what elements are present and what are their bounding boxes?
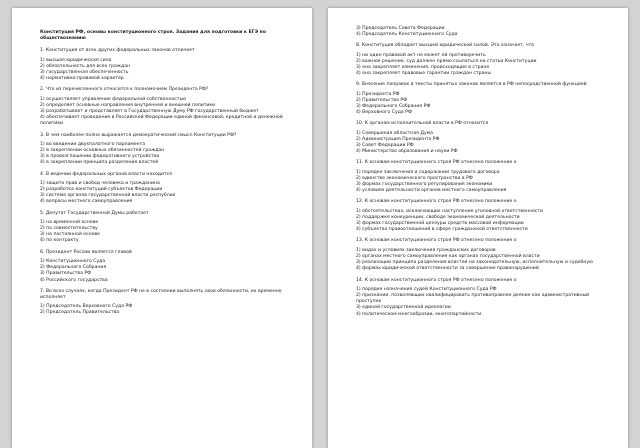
answer-option: 2) признании, позволяющих квалифицировать противоправное деяние как административный проступок bbox=[356, 292, 590, 305]
answer-option: 3) она закрепляет изменения, происходящие в стране bbox=[356, 65, 490, 71]
question-block bbox=[356, 121, 612, 155]
answer-option: 3) в провозглашении федеративного устройства bbox=[40, 154, 160, 160]
question-text: 10. К органам исполнительной власти в РФ относится bbox=[356, 121, 489, 127]
answer-option: 1) порядке заключения и содержании трудового договора bbox=[356, 169, 500, 175]
question-text: 4. В ведении федеральных органов власти находится bbox=[40, 171, 172, 177]
question-text: 2. Что из перечисленного относится к полномочиям Президента РФ? bbox=[40, 87, 209, 93]
question-text: 1. Конституция от всех других федеральных законов отличает bbox=[40, 48, 195, 54]
question-text: 8. Конституция обладает высшей юридической силой. Это означает, что bbox=[356, 43, 535, 49]
answer-option: 1) осуществляет управление федеральной собственностью bbox=[40, 96, 187, 102]
answer-option: 2) Председатель Правительства bbox=[40, 310, 120, 316]
answer-option: 4) Верховного Суда РФ bbox=[356, 110, 412, 116]
page-content bbox=[12, 8, 312, 317]
question-block bbox=[40, 133, 296, 167]
answer-option: 1) Председатель Верховного Суда РФ bbox=[40, 304, 133, 310]
question-text: 6. Президент России является главой bbox=[40, 249, 132, 255]
answer-option: 4) Председатель Конституционного Суда bbox=[356, 32, 458, 38]
answer-option: 1) Конституционного Суда bbox=[40, 258, 106, 264]
answer-option: 4) в закреплении принципа разделения властей bbox=[40, 160, 159, 166]
answer-option: 4) формах юридической ответственности за совершение правонарушений bbox=[356, 266, 539, 272]
answer-option: 3) Совет Федерации РФ bbox=[356, 143, 414, 149]
question-text: 3. В чем наиболее полно выражается демократический смысл Конституции РФ? bbox=[40, 132, 237, 138]
question-block bbox=[356, 278, 612, 318]
question-text: 9. Внесение поправок в тексты принятых законов является в РФ непосредственной функцией bbox=[356, 82, 587, 88]
answer-option: 4) вопросы местного самоуправления bbox=[40, 199, 133, 205]
page-content bbox=[328, 8, 628, 318]
question-block bbox=[40, 211, 296, 245]
continued-options bbox=[356, 26, 612, 38]
answer-option: 2) разработка конституций субъектов Федерации bbox=[40, 187, 163, 193]
answer-option: 3) реализации принципа разделения властей на законодательную, исполнительную и судебную bbox=[356, 260, 593, 266]
answer-option: 3) система органов государственной власти республик bbox=[40, 193, 176, 199]
answer-option: 1) порядке назначения судей Конституционного Суда РФ bbox=[356, 286, 497, 292]
question-block bbox=[40, 250, 296, 284]
question-block bbox=[40, 87, 296, 127]
answer-option: 2) Администрация Президента РФ bbox=[356, 136, 440, 142]
answer-option: 2) поддержке конкуренции, свободе экономической деятельности bbox=[356, 214, 520, 220]
answer-option: 3) единой государственной идеологии bbox=[356, 305, 451, 311]
answer-option: 3) Правительства РФ bbox=[40, 271, 92, 277]
answer-option: 1) видах и условиях заключения гражданских договоров bbox=[356, 247, 496, 253]
question-text: 13. К основам конституционного строя РФ отнесено положение о bbox=[356, 238, 517, 244]
question-text: 7. Во всех случаях, когда Президент РФ не в состоянии выполнять свои обязанности, их временно исполняет bbox=[40, 288, 282, 300]
answer-option: 1) во введении двухпалатного парламента bbox=[40, 141, 146, 147]
answer-option: 2) обязательность для всех граждан bbox=[40, 63, 131, 69]
question-text: 14. К основам конституционного строя РФ отнесено положение о bbox=[356, 277, 517, 283]
answer-option: 4) по контракту bbox=[40, 238, 79, 244]
question-text: 11. К основам конституционного строя РФ отнесено положение о bbox=[356, 160, 517, 166]
answer-option: 4) обеспечивает проведение в Российской Федерации единой финансовой, кредитной и денежной политики bbox=[40, 115, 283, 127]
answer-option: 2) органах местного самоуправления как органах государственной власти bbox=[356, 253, 540, 259]
question-text: 12. К основам конституционного строя РФ отнесено положение о bbox=[356, 199, 517, 205]
answer-option: 2) единстве экономического пространства в РФ bbox=[356, 175, 473, 181]
document-title: Конституция РФ, основы конституционного строя. Задания для подготовки к ЕГЭ по обществознанию bbox=[40, 30, 267, 42]
answer-option: 4) нормативно-правовой характер bbox=[40, 76, 124, 82]
answer-option: 4) политическом многообразии, многопартийности bbox=[356, 311, 482, 317]
question-block bbox=[356, 82, 612, 116]
answer-option: 1) ни один правовой акт не может ей противоречить bbox=[356, 52, 486, 58]
answer-option: 1) Совершеная областная Дума bbox=[356, 130, 433, 136]
question-block bbox=[356, 43, 612, 77]
answer-option: 2) важное решение, суд должен прямо ссылаться на статьи Конституции bbox=[356, 58, 537, 64]
answer-option: 2) по совместительству bbox=[40, 226, 98, 232]
answer-option: 1) на временной основе bbox=[40, 219, 99, 225]
answer-option: 3) Федерального Собрания РФ bbox=[356, 104, 431, 110]
answer-option: 1) высшая юридическая сила bbox=[40, 57, 112, 63]
answer-option: 3) формах государственного регулирования экономики bbox=[356, 182, 493, 188]
answer-option: 4) условиях деятельности органов местного самоуправления bbox=[356, 188, 507, 194]
document-page-left bbox=[12, 8, 312, 448]
answer-option: 3) формах государственной цензуры средств массовой информации bbox=[356, 221, 524, 227]
answer-option: 2) определяет основные направления внутренней и внешней политики bbox=[40, 102, 216, 108]
question-block bbox=[356, 160, 612, 194]
answer-option: 1) обстоятельствах, исключающих наступление уголовной ответственности bbox=[356, 208, 543, 214]
answer-option: 4) Российского государства bbox=[40, 277, 108, 283]
answer-option: 3) на постоянной основе bbox=[40, 232, 100, 238]
answer-option: 4) она закрепляет правовые гарантии граждан страны bbox=[356, 71, 491, 77]
question-text: 5. Депутат Государственной Думы работает bbox=[40, 210, 149, 216]
answer-option: 3) государственная обеспеченность bbox=[40, 70, 129, 76]
answer-option: 2) Федерального Собрания bbox=[40, 265, 107, 271]
question-block bbox=[40, 48, 296, 82]
question-block bbox=[40, 172, 296, 206]
answer-option: 4) Министерство образования и науки РФ bbox=[356, 149, 458, 155]
answer-option: 3) Председатель Совета Федерации bbox=[356, 26, 445, 31]
answer-option: 1) защита прав и свобод человека и гражданина bbox=[40, 180, 160, 186]
question-block bbox=[40, 289, 296, 317]
answer-option: 2) в закреплении основных обязанностей граждан bbox=[40, 148, 165, 154]
answer-option: 3) разрабатывает и представляет в Государственную Думу РФ государственный бюджет bbox=[40, 109, 259, 115]
question-block bbox=[356, 199, 612, 233]
document-page-right bbox=[328, 8, 628, 448]
answer-option: 2) Правительства РФ bbox=[356, 97, 408, 103]
answer-option: 1) Президента РФ bbox=[356, 91, 400, 97]
question-block bbox=[356, 238, 612, 272]
answer-option: 4) субъектах правоотношений в сфере гражданской ответственности bbox=[356, 227, 528, 233]
